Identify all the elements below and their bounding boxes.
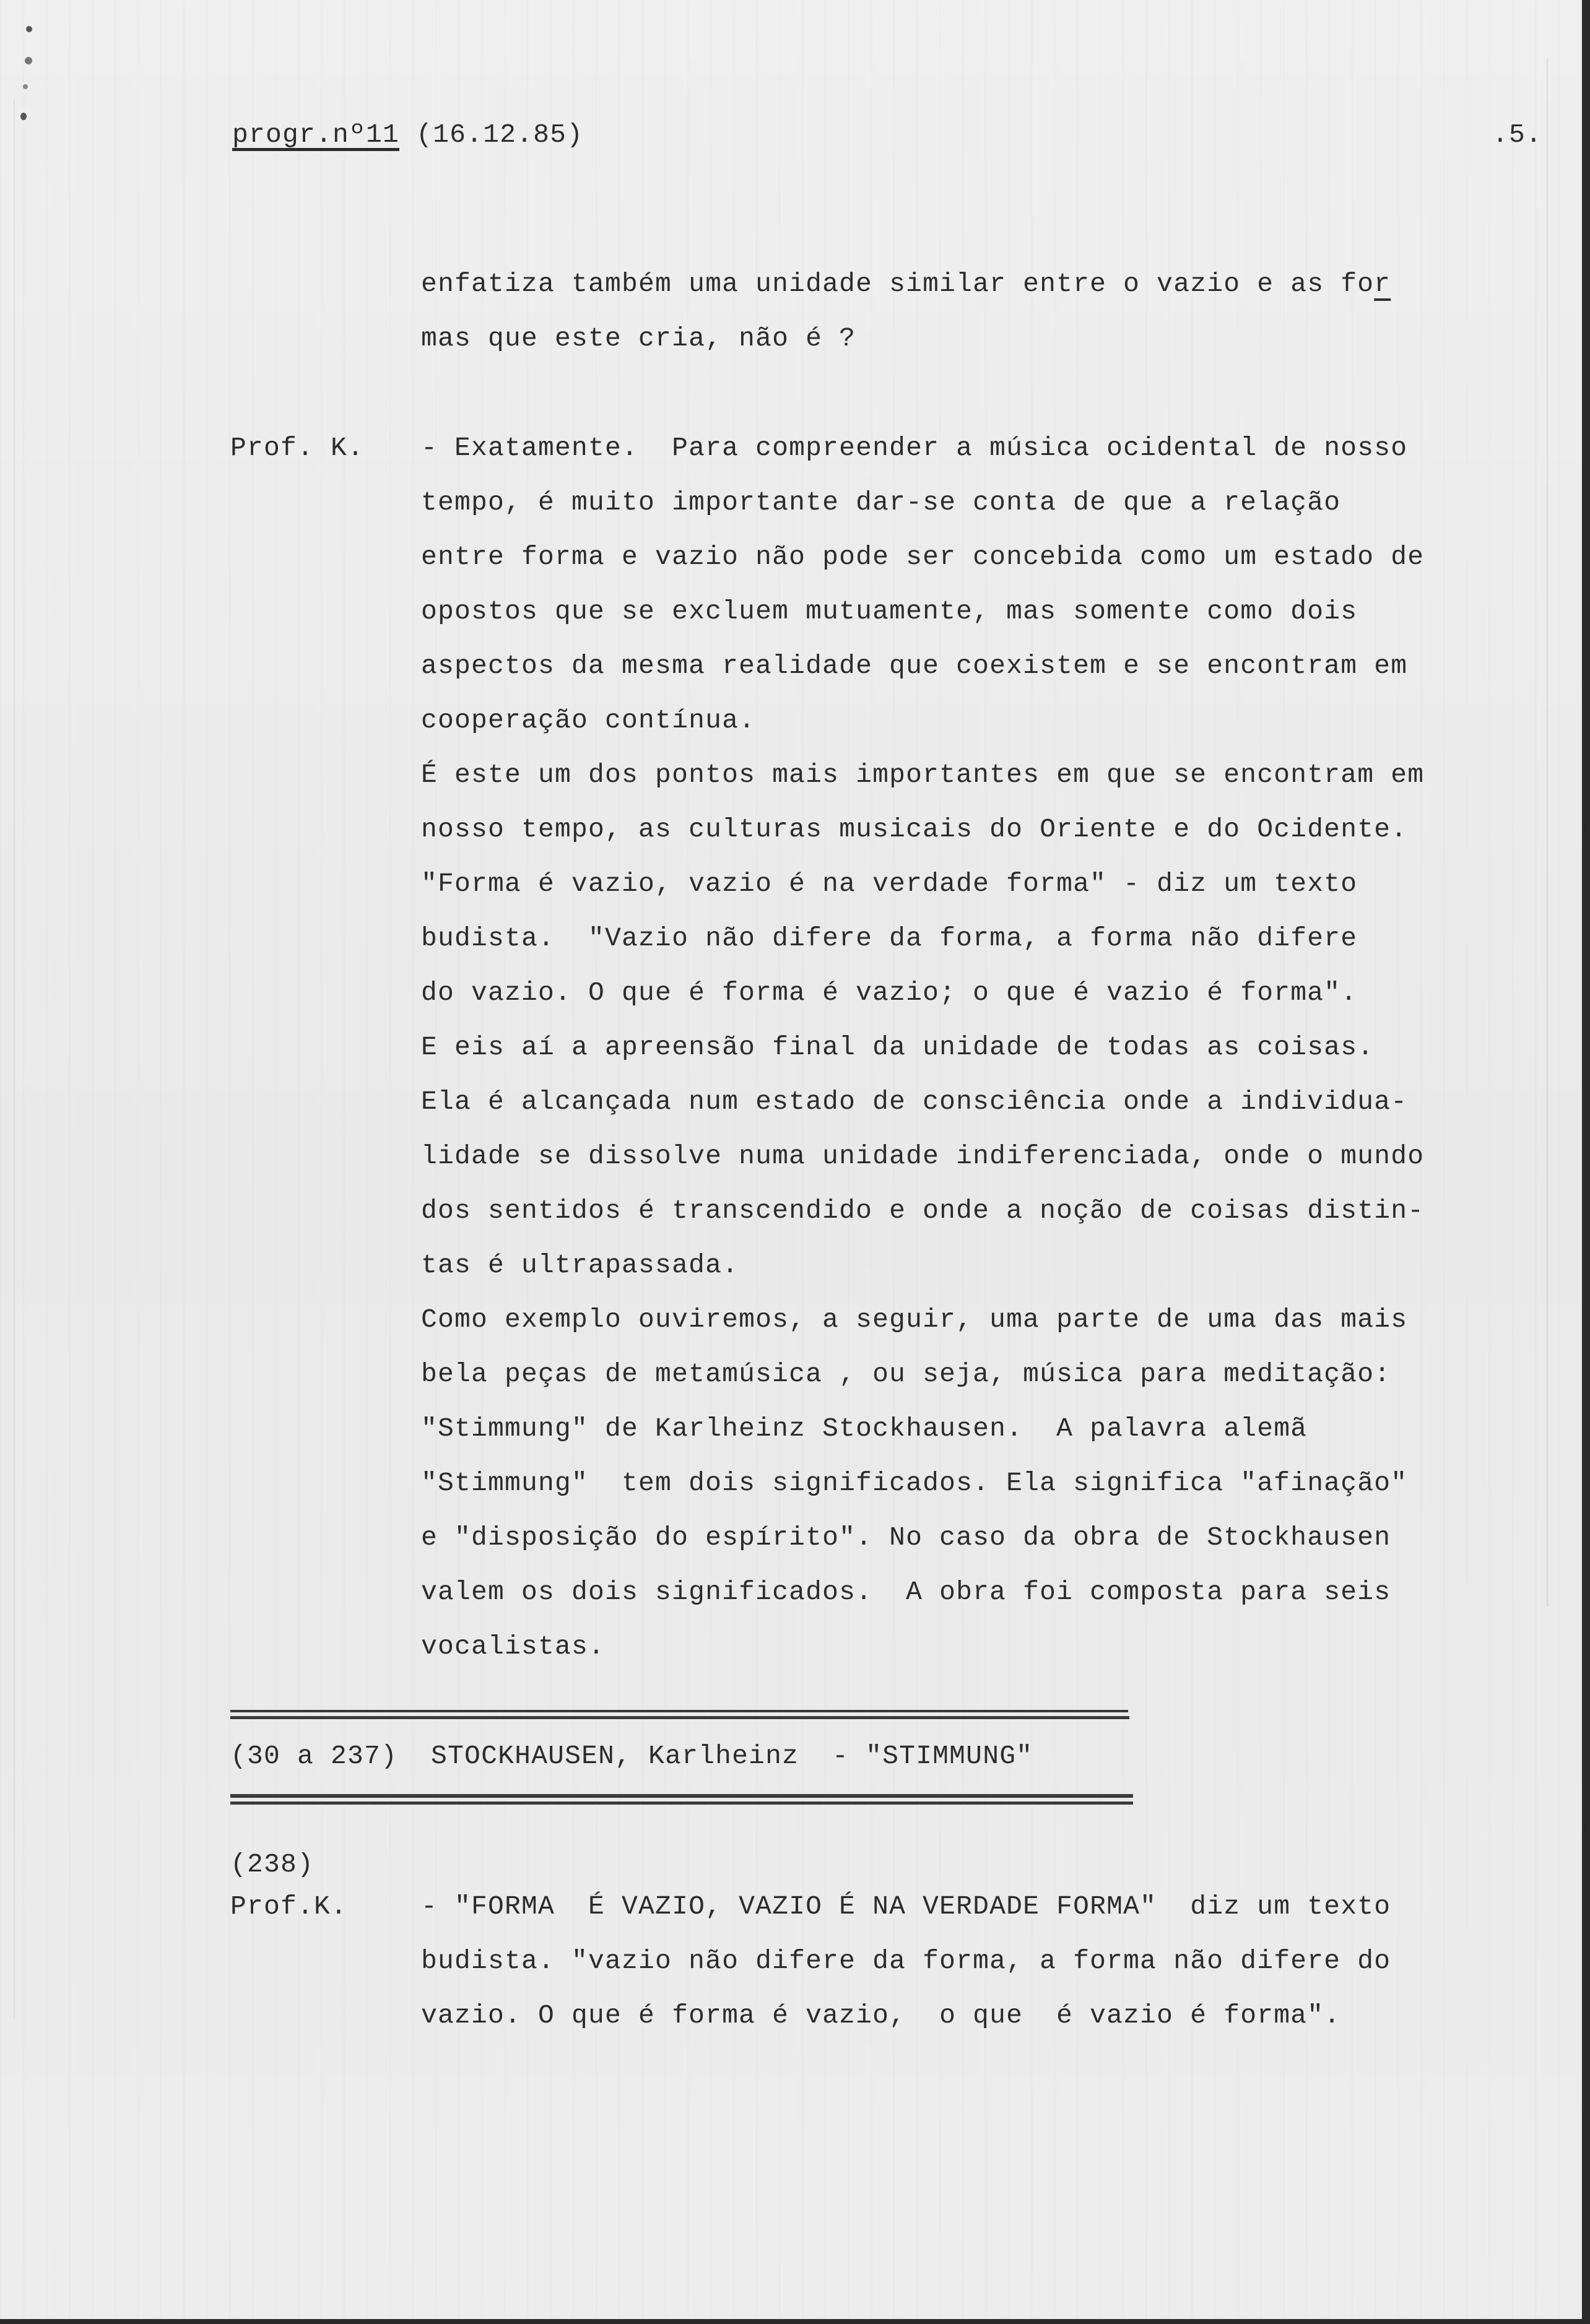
program-date: (16.12.85) xyxy=(416,119,584,150)
time-mark: (238) xyxy=(230,1849,315,1880)
divider-rule xyxy=(230,1710,1128,1712)
scan-margin-line xyxy=(14,99,15,2018)
answer-line: aspectos da mesma realidade que coexistem e se encontram em xyxy=(421,651,1408,681)
punch-mark-icon xyxy=(25,57,32,64)
page-header xyxy=(232,121,583,148)
answer-line: tas é ultrapassada. xyxy=(421,1250,739,1280)
answer-line: e "disposição do espírito". No caso da obra de Stockhausen xyxy=(421,1522,1391,1553)
answer-line: do vazio. O que é forma é vazio; o que é vazio é forma". xyxy=(421,978,1358,1008)
music-cue: (30 a 237) STOCKHAUSEN, Karlheinz - "STIMMUNG" xyxy=(230,1741,1033,1771)
punch-mark-icon xyxy=(23,84,28,89)
answer-line: cooperação contínua. xyxy=(421,705,756,735)
speaker-label: Prof.K. xyxy=(230,1891,348,1922)
answer-line: Como exemplo ouviremos, a seguir, uma parte de uma das mais xyxy=(421,1304,1408,1335)
answer-line: É este um dos pontos mais importantes em que se encontram em xyxy=(421,760,1425,790)
answer-line: dos sentidos é transcendido e onde a noção de coisas distin- xyxy=(421,1195,1425,1226)
answer-line: Ela é alcançada num estado de consciência onde a individua- xyxy=(421,1086,1408,1117)
answer-line: bela peças de metamúsica , ou seja, música para meditação: xyxy=(421,1359,1391,1389)
divider-rule xyxy=(230,1716,1129,1719)
answer-line: "Stimmung" de Karlheinz Stockhausen. A palavra alemã xyxy=(421,1413,1308,1444)
page-number: .5. xyxy=(1492,119,1543,150)
answer-line: - Exatamente. Para compreender a música ocidental de nosso xyxy=(421,433,1408,463)
closing-line: - "FORMA É VAZIO, VAZIO É NA VERDADE FORMA" diz um texto xyxy=(421,1891,1391,1922)
answer-line: nosso tempo, as culturas musicais do Oriente e do Ocidente. xyxy=(421,814,1408,844)
divider-rule xyxy=(230,1802,1133,1805)
program-number: progr.nº11 xyxy=(232,119,400,150)
answer-line: opostos que se excluem mutuamente, mas somente como dois xyxy=(421,596,1358,627)
closing-line: budista. "vazio não difere da forma, a forma não difere do xyxy=(421,1946,1391,1976)
answer-line: lidade se dissolve numa unidade indiferenciada, onde o mundo xyxy=(421,1141,1425,1171)
divider-rule xyxy=(230,1794,1133,1798)
answer-line: E eis aí a apreensão final da unidade de todas as coisas. xyxy=(421,1032,1375,1062)
intro-line: enfatiza também uma unidade similar entre o vazio e as for xyxy=(421,269,1391,299)
closing-line: vazio. O que é forma é vazio, o que é vazio é forma". xyxy=(421,2000,1341,2031)
scan-margin-line-right xyxy=(1547,59,1548,1606)
answer-line: "Forma é vazio, vazio é na verdade forma" - diz um texto xyxy=(421,869,1358,899)
answer-line: vocalistas. xyxy=(421,1631,606,1662)
punch-mark-icon xyxy=(26,26,32,32)
answer-line: valem os dois significados. A obra foi composta para seis xyxy=(421,1577,1391,1607)
punch-mark-icon xyxy=(20,113,27,120)
intro-line: mas que este cria, não é ? xyxy=(421,323,856,353)
answer-line: "Stimmung" tem dois significados. Ela significa "afinação" xyxy=(421,1468,1408,1498)
answer-line: tempo, é muito importante dar-se conta de que a relação xyxy=(421,487,1341,518)
speaker-label: Prof. K. xyxy=(230,433,365,463)
answer-line: budista. "Vazio não difere da forma, a forma não difere xyxy=(421,923,1358,953)
answer-line: entre forma e vazio não pode ser concebida como um estado de xyxy=(421,542,1425,572)
